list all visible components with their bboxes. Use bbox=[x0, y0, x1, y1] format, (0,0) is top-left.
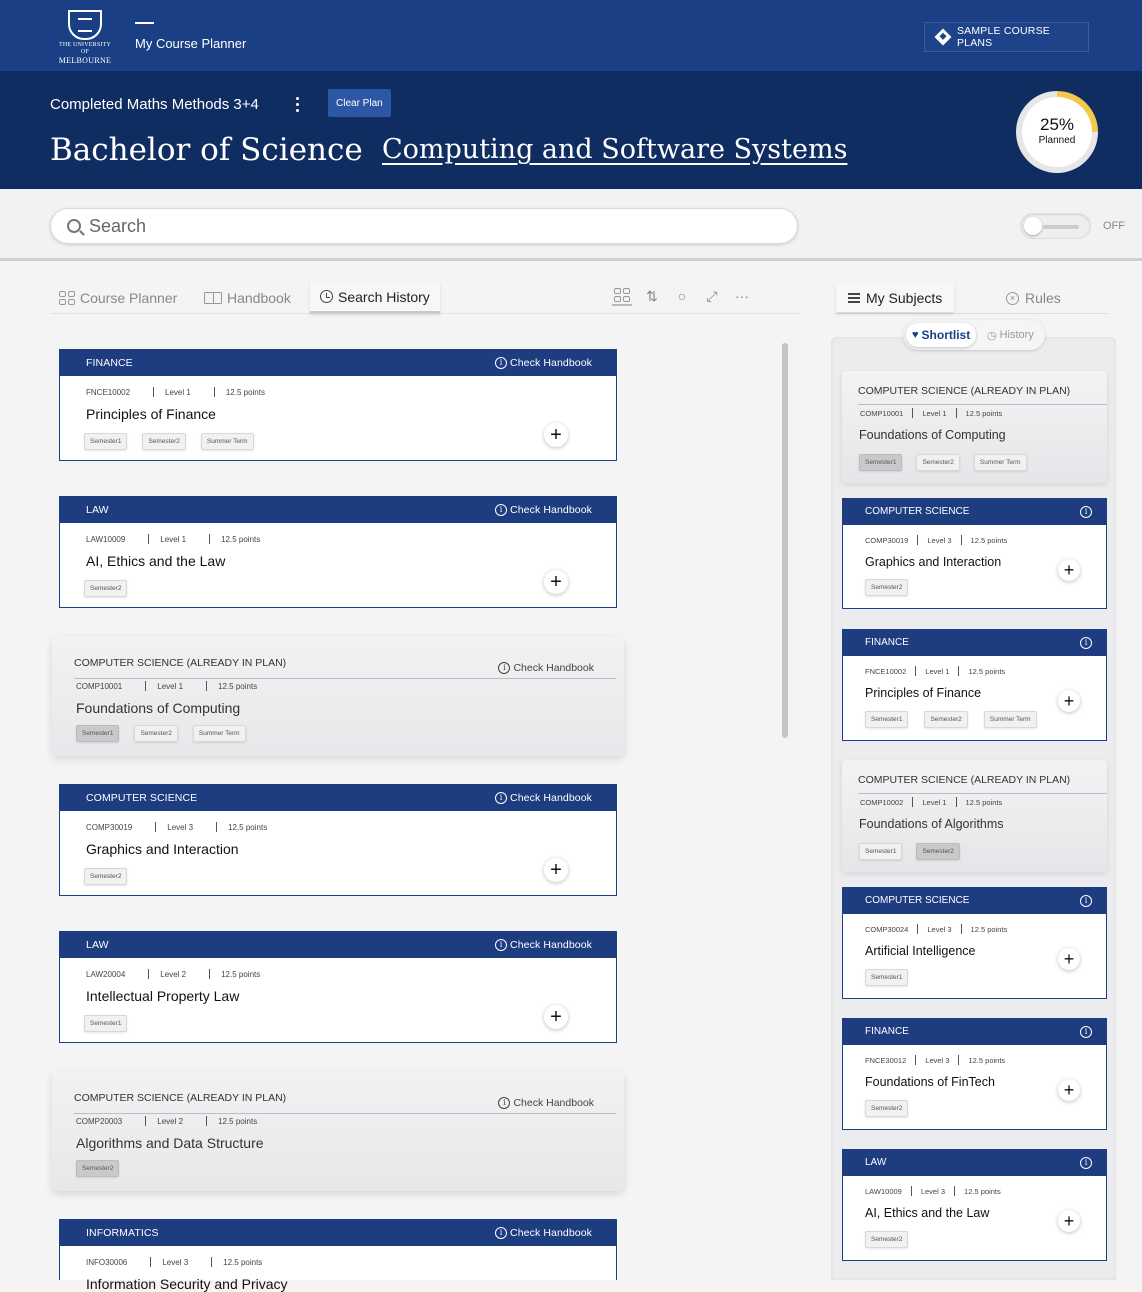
info-icon[interactable]: i bbox=[1080, 637, 1092, 649]
semester-tag[interactable]: Semester1 bbox=[859, 454, 902, 471]
card-tags bbox=[859, 843, 960, 860]
info-icon: i bbox=[495, 1227, 507, 1239]
history-icon: ◷ bbox=[987, 329, 997, 342]
check-handbook-link[interactable]: i Check Handbook bbox=[498, 657, 594, 678]
card-meta: LAW10009 Level 1 12.5 points bbox=[86, 534, 261, 544]
card-header bbox=[60, 349, 616, 376]
card-category: LAW bbox=[86, 938, 109, 951]
shortlist-card-in-plan[interactable] bbox=[842, 371, 1107, 483]
zoom-icon[interactable]: ○ bbox=[677, 288, 687, 304]
card-tags bbox=[84, 868, 127, 885]
right-tabs bbox=[836, 284, 1108, 314]
card-category: FINANCE bbox=[865, 1026, 909, 1037]
subject-card[interactable] bbox=[59, 349, 617, 461]
card-title: Foundations of Computing bbox=[859, 428, 1006, 442]
tab-handbook[interactable] bbox=[204, 282, 291, 313]
info-icon: i bbox=[495, 357, 507, 369]
info-icon: i bbox=[495, 504, 507, 516]
add-subject-button[interactable]: + bbox=[544, 570, 568, 594]
semester-tag[interactable]: Semester1 bbox=[865, 711, 908, 728]
add-subject-button[interactable]: + bbox=[1058, 1079, 1080, 1101]
card-title: Principles of Finance bbox=[86, 406, 216, 422]
card-tags bbox=[84, 1015, 127, 1032]
semester-tag[interactable]: Semester2 bbox=[76, 1160, 119, 1177]
shortlist-card[interactable] bbox=[842, 629, 1107, 741]
card-title: Foundations of FinTech bbox=[865, 1075, 995, 1089]
semester-tag[interactable]: Semester2 bbox=[865, 1231, 908, 1248]
add-subject-button[interactable]: + bbox=[544, 423, 568, 447]
semester-tag[interactable]: Semester1 bbox=[865, 969, 908, 986]
tab-label: My Subjects bbox=[866, 290, 943, 306]
history-icon bbox=[320, 290, 333, 303]
card-header bbox=[60, 496, 616, 523]
sample-course-plans-button[interactable] bbox=[924, 22, 1089, 52]
search-zone bbox=[0, 189, 1142, 261]
card-category: COMPUTER SCIENCE bbox=[86, 791, 198, 804]
major-link[interactable]: Computing and Software Systems bbox=[382, 134, 848, 165]
semester-tag[interactable]: Semester2 bbox=[134, 725, 177, 742]
plan-subtitle: Completed Maths Methods 3+4 bbox=[50, 96, 259, 113]
logo-line-1: THE UNIVERSITY OF bbox=[59, 42, 111, 55]
tab-rules[interactable] bbox=[1006, 284, 1061, 312]
card-category: COMPUTER SCIENCE (ALREADY IN PLAN) bbox=[858, 385, 1107, 405]
card-tags bbox=[859, 454, 1027, 471]
shortlist-card[interactable] bbox=[842, 498, 1107, 609]
semester-tag[interactable]: Semester2 bbox=[865, 579, 908, 596]
card-title: Intellectual Property Law bbox=[86, 988, 240, 1004]
check-handbook-link[interactable]: i Check Handbook bbox=[495, 792, 592, 804]
semester-tag[interactable]: Semester2 bbox=[84, 580, 127, 597]
shortlist-card[interactable] bbox=[842, 1149, 1107, 1261]
semester-tag[interactable]: Summer Term bbox=[984, 711, 1037, 728]
card-tags bbox=[865, 1231, 908, 1248]
check-handbook-link[interactable]: i Check Handbook bbox=[495, 939, 592, 951]
card-title: Graphics and Interaction bbox=[865, 555, 1002, 569]
card-category: COMPUTER SCIENCE bbox=[865, 506, 970, 517]
subject-card[interactable] bbox=[59, 496, 617, 608]
card-tags bbox=[865, 969, 908, 986]
progress-ring bbox=[1016, 91, 1098, 173]
check-handbook-link[interactable]: i Check Handbook bbox=[495, 1227, 592, 1239]
card-header bbox=[74, 1092, 616, 1114]
tab-label: Handbook bbox=[227, 289, 291, 306]
subject-card[interactable] bbox=[59, 931, 617, 1043]
search-icon bbox=[67, 219, 81, 233]
info-icon[interactable]: i bbox=[1080, 506, 1092, 518]
tab-course-planner[interactable] bbox=[59, 282, 177, 313]
left-tabs bbox=[50, 282, 800, 314]
card-category: INFORMATICS bbox=[86, 1226, 159, 1239]
shortlist-history-switch bbox=[903, 320, 1045, 350]
card-meta: COMP10001 Level 1 12.5 points bbox=[860, 408, 1003, 418]
shortlist-pill[interactable]: ♥ Shortlist bbox=[906, 323, 976, 347]
card-header bbox=[60, 1219, 616, 1246]
list-icon bbox=[848, 293, 860, 303]
book-icon bbox=[204, 292, 222, 304]
info-icon: i bbox=[498, 1097, 510, 1109]
card-meta: COMP30019 Level 3 12.5 points bbox=[86, 822, 268, 832]
card-header bbox=[60, 931, 616, 958]
tab-search-history[interactable] bbox=[310, 282, 440, 313]
progress-percent: 25% bbox=[1039, 115, 1075, 134]
card-header bbox=[843, 1149, 1106, 1176]
subject-card-in-plan[interactable] bbox=[52, 636, 624, 756]
card-tags bbox=[865, 711, 1037, 728]
card-meta: COMP20003 Level 2 12.5 points bbox=[76, 1116, 258, 1126]
grid-view-icon[interactable] bbox=[612, 286, 632, 306]
plan-hero bbox=[0, 72, 1142, 189]
more-options-icon[interactable] bbox=[292, 97, 302, 115]
card-category: LAW bbox=[865, 1157, 887, 1168]
info-icon[interactable]: i bbox=[1080, 1157, 1092, 1169]
card-meta: COMP30024 Level 3 12.5 points bbox=[865, 924, 1008, 934]
semester-tag[interactable]: Semester1 bbox=[76, 725, 119, 742]
info-icon: i bbox=[498, 662, 510, 674]
semester-tag[interactable]: Semester1 bbox=[84, 1015, 127, 1032]
subject-card[interactable] bbox=[59, 784, 617, 896]
card-title: AI, Ethics and the Law bbox=[86, 553, 226, 569]
card-title: AI, Ethics and the Law bbox=[865, 1206, 990, 1220]
tab-label: Search History bbox=[338, 288, 430, 305]
semester-tag[interactable]: Semester2 bbox=[142, 433, 185, 450]
card-title: Graphics and Interaction bbox=[86, 841, 239, 857]
toggle-state-label: OFF bbox=[1103, 220, 1125, 232]
semester-tag[interactable]: Summer Term bbox=[201, 433, 254, 450]
check-handbook-link[interactable]: i Check Handbook bbox=[495, 504, 592, 516]
card-category: COMPUTER SCIENCE (ALREADY IN PLAN) bbox=[74, 657, 287, 669]
subject-card-in-plan[interactable] bbox=[52, 1071, 624, 1191]
card-category: LAW bbox=[86, 503, 109, 516]
info-icon: i bbox=[495, 792, 507, 804]
card-meta: COMP30019 Level 3 12.5 points bbox=[865, 535, 1008, 545]
app-title-dash bbox=[135, 22, 154, 24]
add-subject-button[interactable]: + bbox=[1058, 948, 1080, 970]
card-title: Foundations of Computing bbox=[76, 700, 241, 716]
card-meta: LAW10009 Level 3 12.5 points bbox=[865, 1186, 1001, 1196]
sort-icon[interactable]: ⇅ bbox=[646, 287, 658, 304]
rules-icon: × bbox=[1006, 292, 1019, 305]
card-tags bbox=[76, 1160, 119, 1177]
check-handbook-link[interactable]: i Check Handbook bbox=[495, 357, 592, 369]
card-title: Foundations of Algorithms bbox=[859, 817, 1004, 831]
semester-tag[interactable]: Summer Term bbox=[974, 454, 1027, 471]
search-input[interactable] bbox=[89, 216, 689, 237]
toggle-knob bbox=[1024, 217, 1042, 235]
add-subject-button[interactable]: + bbox=[544, 858, 568, 882]
search-bar[interactable] bbox=[50, 208, 798, 244]
heart-icon: ♥ bbox=[912, 329, 919, 341]
info-icon[interactable]: i bbox=[1080, 1026, 1092, 1038]
add-subject-button[interactable]: + bbox=[1058, 690, 1080, 712]
card-header bbox=[843, 887, 1106, 914]
add-subject-button[interactable]: + bbox=[544, 1005, 568, 1029]
shortlist-card[interactable] bbox=[842, 887, 1107, 999]
crest-icon bbox=[68, 10, 102, 40]
card-tags bbox=[865, 1100, 908, 1117]
card-category: COMPUTER SCIENCE (ALREADY IN PLAN) bbox=[74, 1092, 287, 1104]
semester-tag[interactable]: Semester2 bbox=[916, 843, 959, 860]
card-meta: FNCE30012 Level 3 12.5 points bbox=[865, 1055, 1006, 1065]
card-meta: LAW20004 Level 2 12.5 points bbox=[86, 969, 261, 979]
subject-card[interactable] bbox=[59, 1219, 617, 1292]
card-meta: FNCE10002 Level 1 12.5 points bbox=[865, 666, 1006, 676]
card-category: FINANCE bbox=[86, 356, 133, 369]
app-title: My Course Planner bbox=[135, 36, 247, 51]
results-scrollbar[interactable] bbox=[782, 343, 788, 738]
sample-course-plans-label: SAMPLE COURSE PLANS bbox=[956, 25, 1050, 49]
tab-my-subjects[interactable] bbox=[836, 284, 954, 312]
card-header bbox=[60, 784, 616, 811]
card-tags bbox=[76, 725, 246, 742]
progress-label: Planned bbox=[1038, 135, 1076, 146]
card-category: COMPUTER SCIENCE (ALREADY IN PLAN) bbox=[858, 774, 1107, 794]
card-title: Algorithms and Data Structure bbox=[76, 1135, 264, 1151]
card-tags bbox=[865, 579, 908, 596]
tab-label: Rules bbox=[1025, 290, 1061, 306]
semester-tag[interactable]: Semester2 bbox=[865, 1100, 908, 1117]
expand-icon[interactable]: ⤢ bbox=[706, 287, 718, 304]
card-meta: COMP10001 Level 1 12.5 points bbox=[76, 681, 258, 691]
card-header bbox=[843, 629, 1106, 656]
add-subject-button[interactable]: + bbox=[1058, 1210, 1080, 1232]
card-category: COMPUTER SCIENCE bbox=[865, 895, 970, 906]
semester-tag[interactable]: Semester1 bbox=[859, 843, 902, 860]
shortlist-card-in-plan[interactable] bbox=[842, 760, 1107, 872]
card-meta: FNCE10002 Level 1 12.5 points bbox=[86, 387, 265, 397]
semester-tag[interactable]: Semester2 bbox=[924, 711, 967, 728]
clear-plan-button[interactable]: Clear Plan bbox=[328, 89, 391, 117]
directions-icon bbox=[935, 29, 952, 46]
view-tools bbox=[612, 286, 752, 306]
card-meta: INFO30006 Level 3 12.5 points bbox=[86, 1257, 263, 1267]
top-bar bbox=[0, 0, 1142, 72]
more-icon[interactable]: ··· bbox=[735, 288, 749, 304]
info-icon[interactable]: i bbox=[1080, 895, 1092, 907]
info-icon: i bbox=[495, 939, 507, 951]
card-category: FINANCE bbox=[865, 637, 909, 648]
history-pill[interactable]: ◷ History bbox=[987, 329, 1034, 342]
card-title: Information Security and Privacy bbox=[86, 1276, 288, 1292]
tab-label: Course Planner bbox=[80, 289, 178, 306]
card-title: Principles of Finance bbox=[865, 686, 982, 700]
logo-line-2: MELBOURNE bbox=[58, 56, 112, 65]
add-subject-button[interactable]: + bbox=[1058, 559, 1080, 581]
check-handbook-link[interactable]: i Check Handbook bbox=[498, 1092, 594, 1113]
filter-toggle[interactable] bbox=[1020, 213, 1091, 239]
card-header bbox=[74, 657, 616, 679]
semester-tag[interactable]: Semester2 bbox=[84, 868, 127, 885]
degree-title: Bachelor of Science bbox=[50, 132, 363, 168]
semester-tag[interactable]: Summer Term bbox=[193, 725, 246, 742]
card-title: Artificial Intelligence bbox=[865, 944, 976, 958]
semester-tag[interactable]: Semester1 bbox=[84, 433, 127, 450]
card-meta: COMP10002 Level 1 12.5 points bbox=[860, 797, 1003, 807]
semester-tag[interactable]: Semester2 bbox=[916, 454, 959, 471]
card-header bbox=[843, 1018, 1106, 1045]
card-header bbox=[843, 498, 1106, 525]
university-logo[interactable] bbox=[56, 10, 114, 64]
shortlist-card[interactable] bbox=[842, 1018, 1107, 1130]
card-tags bbox=[84, 433, 254, 450]
card-tags bbox=[84, 580, 127, 597]
grid-icon bbox=[59, 291, 75, 305]
